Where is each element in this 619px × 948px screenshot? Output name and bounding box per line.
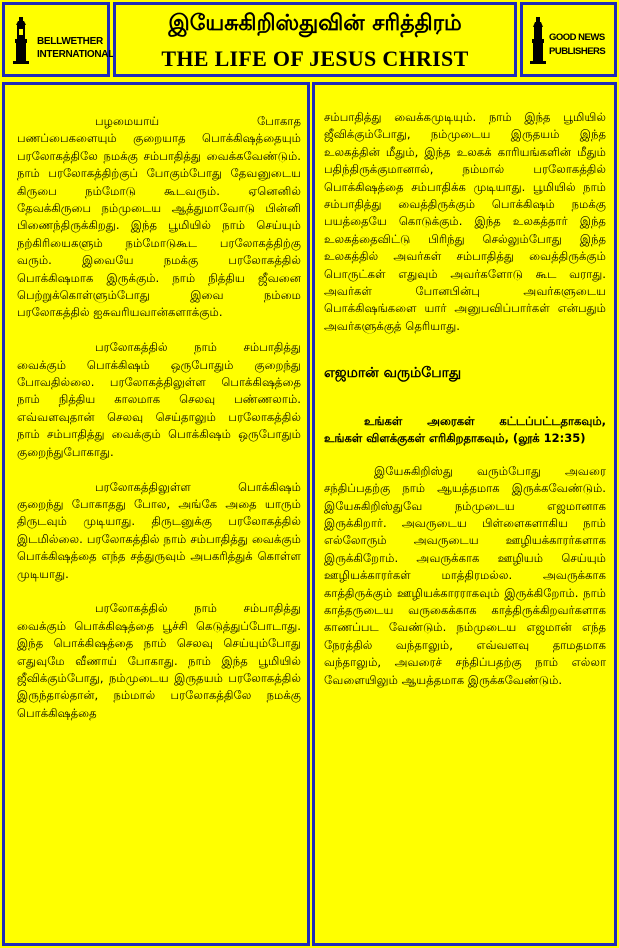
right-column: [312, 82, 617, 946]
tower-icon: [11, 15, 31, 65]
title-english: THE LIFE OF JESUS CHRIST: [161, 46, 469, 71]
building-icon: [529, 15, 547, 65]
right-intro-paragraph: சம்பாதித்து வைக்கமுடியும். நாம் இந்த பூமியில் ஜீவிக்கும்போது, நம்முடைய இருதயம் இந்த உலகத்தின் மீதும், இந்த உலகக் காரியங்களின் மீதும் பதிந்திருக்குமானால், நம்மால் பரலோகத்தில் பொக்கிஷத்தை சம்பாதிக்க முடியாது. பூமியில் நாம் சம்பாதித்து வைத்திருக்கும் பொக்கிஷம் நமக்கு பயத்தையே கொடுக்கும். இந்த உலகத்தார் இந்த உலகத்தைவிட்டு பிரிந்து செல்லும்போது இந்த உலகத்தில் அவர்கள் சம்பாதித்து வைத்திருக்கும் பொருட்கள் எதுவும் அவர்களோடு கூட வராது. அவர்கள் போனபின்பு அவர்களுடைய பொக்கிஷங்களை யார் அனுபவிப்பார்கள் என்பதும் அவர்களுக்குத் தெரியாது.: [324, 110, 606, 333]
left-logo-line-2: INTERNATIONAL: [37, 49, 115, 60]
bellwether-logo: [11, 15, 115, 67]
right-closing-paragraph: இயேசுகிறிஸ்து வரும்போது அவரை சந்திப்பதற்கு நாம் ஆயத்தமாக இருக்கவேண்டும். இயேசுகிறிஸ்துவே நம்முடைய எஜமானாக இருக்கிறார். அவருடைய பிள்ளைகளாகிய நாம் எல்லோரும் அவருடைய ஊழியக்காரர்களாக இருக்கிறோம். அவருக்காக ஊழியம் செய்யும் ஊழியக்காரர்கள் மாத்திரமல்ல. அவருக்காக காத்திருக்கும் ஊழியக்காரராகவும் இருக்கிறோம். நாம் காத்தருடைய வருகைக்காக காத்திருக்கிறவர்களாக காணப்பட வேண்டும். நம்முடைய எஜமான் எந்த நேரத்தில் வந்தாலும், எவ்வளவு தாமதமாக வந்தாலும், அவரைச் சந்திப்பதற்கு நாம் எல்லா வேளையிலும் ஆயத்தமாக இருக்கவேண்டும்.: [324, 463, 606, 687]
left-paragraph: பரலோகத்தில் நாம் சம்பாதித்து வைக்கும் பொக்கிஷம் ஒருபோதும் குறைந்து போவதில்லை. பரலோகத்திலுள்ள பொக்கிஷத்தை நாம் நித்திய காலமாக செலவு பண்ணலாம். எவ்வளவுதான் செலவு செய்தாலும் பரலோகத்தில் நாம் சம்பாதித்து வைக்கும் பொக்கிஷம் ஒருபோதும் குறைந்துபோகாது.: [17, 340, 301, 459]
left-logo-line-1: BELLWETHER: [37, 36, 103, 47]
good-news-logo-box: [520, 2, 617, 77]
left-paragraph: பழமையாய் போகாத பணப்பைகளையும் குறையாத பொக்கிஷத்தையும் பரலோகத்திலே நமக்கு சம்பாதித்து வைக்கவேண்டும். நாம் பரலோகத்திற்குப் போகும்போது தேவனுடைய கிருபை நம்மோடு கூடவரும். ஏனெனில் தேவக்கிருபை நம்முடைய ஆத்துமாவோடு பின்னி பிணைந்திருக்கிறது. இந்த பூமியில் நாம் செய்யும் நற்கிரியைகளும் நம்மோடுகூட பரலோகத்திற்கு வரும். இவையே நமக்கு பரலோகத்தில் பொக்கிஷமாக இருக்கும். நாம் நித்திய ஜீவனை பெற்றுக்கொள்ளும்போது இவை நம்மை பரலோகத்தில் ஐசுவரியவான்களாக்கும்.: [17, 114, 301, 320]
right-logo-line-2: PUBLISHERS: [549, 46, 606, 57]
section-heading: எஜமான் வரும்போது: [324, 365, 462, 382]
title-tamil: இயேசுகிறிஸ்துவின் சரித்திரம்: [168, 11, 462, 36]
left-paragraph: பரலோகத்தில் நாம் சம்பாதித்து வைக்கும் பொக்கிஷத்தை பூச்சி கெடுத்துப்போடாது. இந்த பொக்கிஷத்தை நாம் செலவு செய்யும்போது எதுவுமே வீணாய் போகாது. நாம் இந்த பூமியில் ஜீவிக்கும்போது, நம்முடைய இருதயம் பரலோகத்தில் இருந்தால்தான், நம்மால் பரலோகத்திலே நமக்கு பொக்கிஷத்தை: [17, 601, 301, 720]
left-column: [2, 82, 310, 946]
bellwether-logo-box: [2, 2, 115, 77]
good-news-logo: [529, 15, 615, 67]
left-paragraph: பரலோகத்திலுள்ள பொக்கிஷம் குறைந்து போகாதது போல, அங்கே அதை யாரும் திருடவும் முடியாது. திருடனுக்கு பரலோகத்தில் இடமில்லை. பரலோகத்தில் நாம் சம்பாதித்து வைக்கும் பொக்கிஷத்தை எந்த சத்துருவும் அபகரித்துக் கொள்ள முடியாது.: [17, 479, 301, 581]
title-box: [113, 2, 517, 77]
right-logo-line-1: GOOD NEWS: [549, 32, 605, 43]
scripture-verse: உங்கள் அரைகள் கட்டப்பட்டதாகவும், உங்கள் விளக்குகள் எரிகிறதாகவும், (லூக் 12:35): [324, 413, 606, 445]
